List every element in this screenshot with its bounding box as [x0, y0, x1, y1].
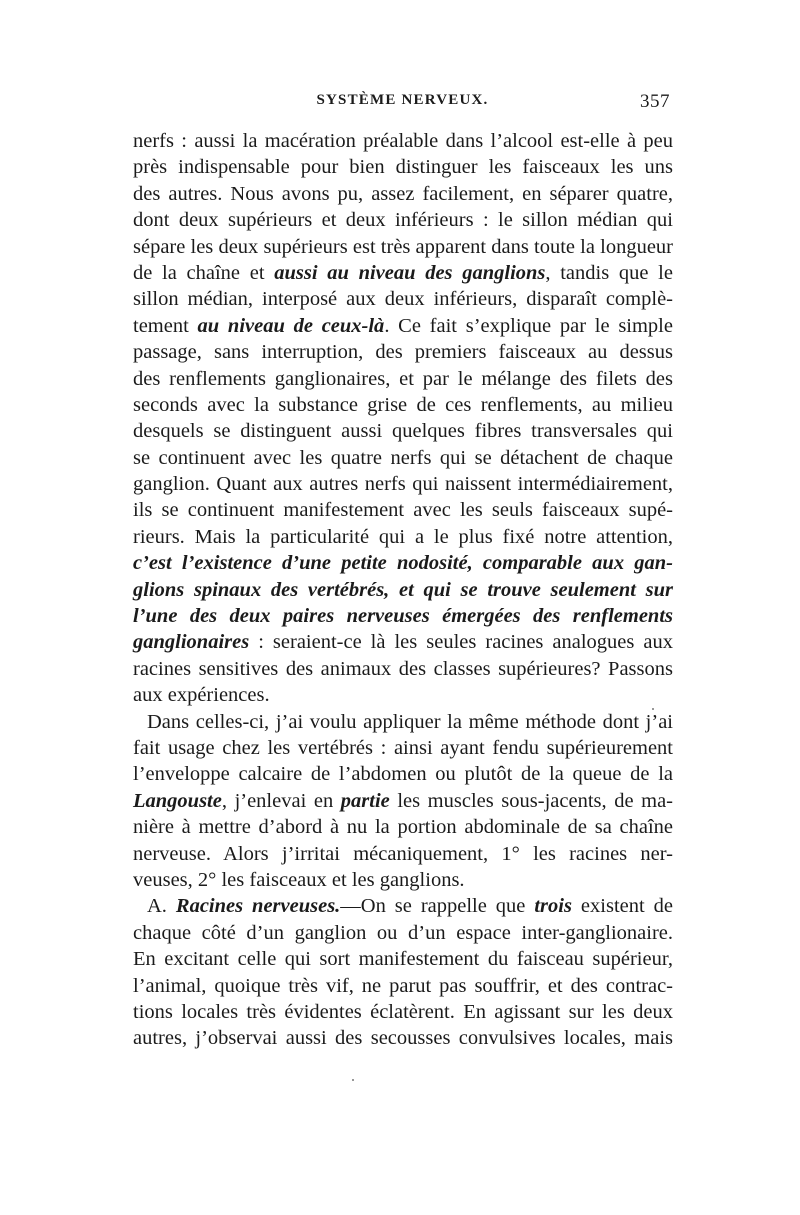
text-line	[133, 497, 673, 523]
text-line	[133, 445, 673, 471]
text-segment: sillon médian, interposé aux deux inférieurs, disparaît complè-	[133, 288, 673, 311]
text-line	[133, 524, 673, 550]
text-segment: Dans celles-ci, j’ai voulu appliquer la même méthode dont j’ai	[147, 710, 673, 733]
text-segment: des autres. Nous avons pu, assez facilement, en séparer quatre,	[133, 182, 673, 205]
page-number: 357	[640, 91, 670, 112]
text-line	[133, 366, 673, 392]
text-segment: , j’enlevai en	[221, 789, 341, 812]
text-segment: se continuent avec les quatre nerfs qui se détachent de chaque	[133, 446, 673, 469]
running-head	[135, 92, 670, 116]
text-segment: nerveuse. Alors j’irritai mécaniquement, 1° les racines ner-	[133, 842, 673, 865]
text-segment: les muscles sous-jacents, de ma-	[389, 789, 673, 812]
text-segment: fait usage chez les vertébrés : ainsi ayant fendu supérieurement	[133, 736, 673, 759]
italic-text-segment: l’une des deux paires nerveuses émergées des renflements	[133, 605, 673, 628]
text-segment: près indispensable pour bien distinguer les faisceaux les uns	[133, 156, 673, 179]
text-segment: En excitant celle qui sort manifestement du faisceau supérieur,	[133, 948, 673, 971]
text-segment: nière à mettre d’abord à nu la portion abdominale de sa chaîne	[133, 816, 673, 839]
text-line	[133, 181, 673, 207]
paper-speck	[652, 708, 654, 710]
italic-text-segment: c’est l’existence d’une petite nodosité, comparable aux gan-	[133, 552, 673, 575]
text-segment: —On se rappelle que	[340, 895, 535, 918]
text-segment: tions locales très évidentes éclatèrent. En agissant sur les deux	[133, 1000, 673, 1023]
text-segment: l’enveloppe calcaire de l’abdomen ou plutôt de la queue de la	[133, 763, 673, 786]
italic-text-segment: Langouste	[133, 789, 222, 812]
text-segment: rieurs. Mais la particularité qui a le plus fixé notre attention,	[133, 525, 673, 548]
text-line	[133, 788, 673, 814]
text-line	[133, 761, 673, 787]
text-line	[133, 128, 673, 154]
text-line	[133, 286, 673, 312]
italic-text-segment: aussi au niveau des ganglions	[274, 261, 546, 284]
text-line	[133, 550, 673, 576]
text-line	[133, 735, 673, 761]
text-segment: passage, sans interruption, des premiers faisceaux au dessus	[133, 341, 673, 364]
text-segment: ganglion. Quant aux autres nerfs qui naissent intermédiairement,	[133, 473, 673, 496]
text-line	[133, 973, 673, 999]
text-segment: des renflements ganglionaires, et par le mélange des filets des	[133, 367, 673, 390]
text-segment: aux expériences.	[133, 684, 270, 707]
running-title: SYSTÈME NERVEUX.	[316, 92, 489, 108]
text-line	[133, 418, 673, 444]
text-segment: autres, j’observai aussi des secousses convulsives locales, mais	[133, 1027, 673, 1050]
text-segment: dont deux supérieurs et deux inférieurs : le sillon médian qui	[133, 209, 673, 232]
text-segment: , tandis que le	[545, 261, 673, 284]
text-line	[133, 234, 673, 260]
text-line	[133, 577, 673, 603]
text-segment: de la chaîne et	[133, 261, 275, 284]
text-line	[133, 999, 673, 1025]
text-segment: l’animal, quoique très vif, ne parut pas souffrir, et des contrac-	[133, 974, 673, 997]
text-segment: nerfs : aussi la macération préalable dans l’alcool est-elle à peu	[133, 130, 673, 152]
body-text	[133, 128, 673, 1052]
text-line	[133, 154, 673, 180]
italic-text-segment: Racines nerveuses.	[175, 895, 341, 918]
text-line	[133, 814, 673, 840]
text-segment: chaque côté d’un ganglion ou d’un espace inter-ganglionaire.	[133, 921, 673, 944]
italic-text-segment: glions spinaux des vertébrés, et qui se trouve seulement sur	[133, 578, 673, 601]
text-line	[133, 920, 673, 946]
text-line	[133, 841, 673, 867]
italic-text-segment: trois	[534, 895, 572, 918]
text-line	[133, 629, 673, 655]
text-segment: tement	[133, 314, 198, 337]
text-line	[133, 682, 673, 708]
text-line	[133, 867, 673, 893]
text-line	[133, 339, 673, 365]
text-segment: A.	[147, 895, 176, 918]
text-segment: veuses, 2° les faisceaux et les ganglions.	[133, 868, 465, 891]
text-segment: racines sensitives des animaux des classes supérieures? Passons	[133, 657, 673, 680]
text-line	[133, 709, 673, 735]
text-line	[133, 392, 673, 418]
text-line	[133, 1025, 673, 1051]
text-segment: existent de	[571, 895, 673, 918]
text-segment: ils se continuent manifestement avec les seuls faisceaux supé-	[133, 499, 673, 522]
italic-text-segment: ganglionaires	[133, 631, 250, 654]
text-line	[133, 471, 673, 497]
text-line	[133, 313, 673, 339]
italic-text-segment: au niveau de ceux-là	[197, 314, 385, 337]
text-segment: desquels se distinguent aussi quelques fibres transversales qui	[133, 420, 673, 443]
italic-text-segment: partie	[340, 789, 390, 812]
text-line	[133, 656, 673, 682]
text-segment: sépare les deux supérieurs est très apparent dans toute la longueur	[133, 235, 673, 258]
text-line	[133, 260, 673, 286]
text-segment: : seraient-ce là les seules racines analogues aux	[249, 631, 673, 654]
text-segment: seconds avec la substance grise de ces renflements, au milieu	[133, 393, 673, 416]
text-line	[133, 603, 673, 629]
text-line	[133, 893, 673, 919]
text-line	[133, 207, 673, 233]
paper-speck	[352, 1079, 354, 1081]
text-line	[133, 946, 673, 972]
text-segment: . Ce fait s’explique par le simple	[384, 314, 673, 337]
